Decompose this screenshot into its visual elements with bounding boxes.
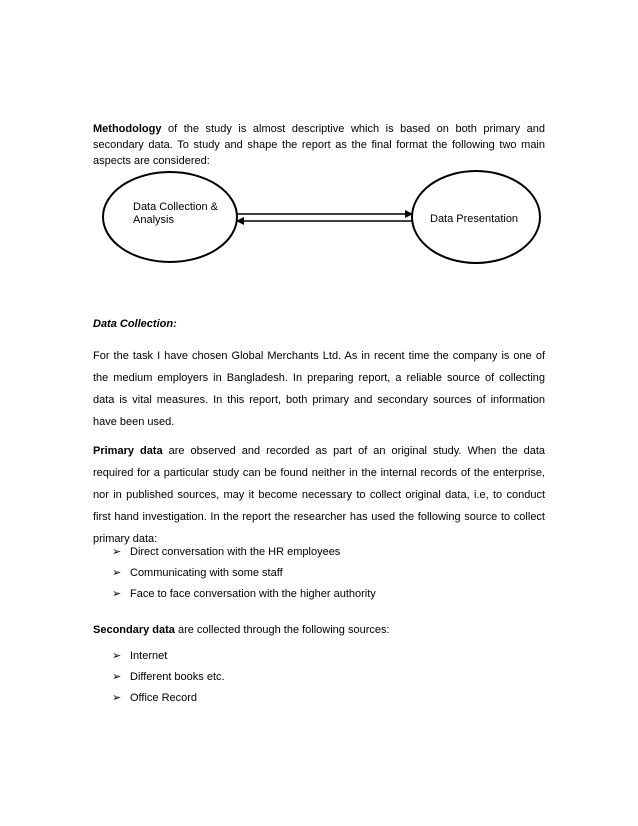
arrowhead-bullet-icon: ➢ [112, 649, 122, 662]
methodology-text: of the study is almost descriptive which is based on both primary and secondary data. To study and shape the report as the final format the following two main aspects are considered: [93, 123, 545, 167]
arrowhead-bullet-icon: ➢ [112, 670, 122, 683]
list-item: ➢ Internet [112, 645, 225, 666]
list-item: ➢ Office Record [112, 687, 225, 708]
data-collection-heading: Data Collection: [93, 318, 177, 330]
secondary-sources-list [112, 645, 225, 708]
list-item: ➢ Different books etc. [112, 666, 225, 687]
secondary-data-paragraph [93, 623, 545, 637]
primary-data-lead: Primary data [93, 445, 163, 457]
list-item: ➢ Face to face conversation with the higher authority [112, 583, 376, 604]
secondary-data-text: are collected through the following sources: [174, 624, 390, 636]
primary-data-paragraph [93, 440, 545, 550]
data-collection-label: Data Collection & Analysis [133, 201, 218, 226]
primary-sources-list [112, 541, 376, 604]
arrowhead-bullet-icon: ➢ [112, 691, 122, 704]
list-item: ➢ Communicating with some staff [112, 562, 376, 583]
arrowhead-bullet-icon: ➢ [112, 566, 122, 579]
arrowhead-bullet-icon: ➢ [112, 545, 122, 558]
arrowhead-bullet-icon: ➢ [112, 587, 122, 600]
data-collection-paragraph: For the task I have chosen Global Merchants Ltd. As in recent time the company is one of the medium employers in Bangladesh. In preparing report, a reliable source of collecting data is vital measures. In this report, both primary and secondary sources of information have been used. [93, 350, 545, 428]
secondary-data-lead: Secondary data [93, 624, 175, 636]
list-item: ➢ Direct conversation with the HR employees [112, 541, 376, 562]
primary-data-text: are observed and recorded as part of an original study. When the data required for a particular study can be found neither in the internal records of the enterprise, nor in published sources, may it become necessary to collect original data, i.e, to conduct first hand investigation. In the report the researcher has used the following source to collect primary data: [93, 445, 545, 545]
methodology-lead: Methodology [93, 123, 162, 135]
data-presentation-label: Data Presentation [430, 213, 519, 225]
